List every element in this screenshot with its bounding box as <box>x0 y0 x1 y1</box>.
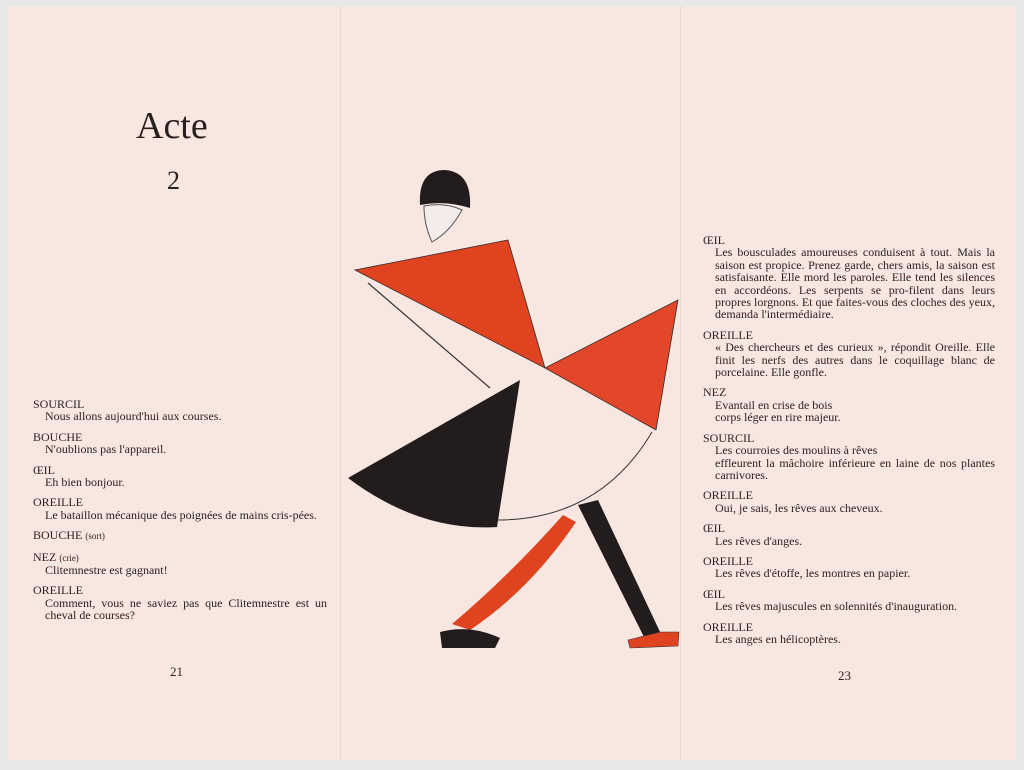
speaker-label: NEZ <box>703 385 727 400</box>
dialogue-line: Nous allons aujourd'hui aux courses. <box>45 409 222 424</box>
speaker-label: ŒIL <box>703 586 725 601</box>
speaker-label: BOUCHE <box>33 528 83 543</box>
head-cap <box>420 170 470 208</box>
dialogue-line: Clitemnestre est gagnant! <box>45 563 168 578</box>
speaker-label: OREILLE <box>703 488 753 503</box>
black-shoe <box>440 629 500 648</box>
speaker-label: ŒIL <box>703 521 725 536</box>
red-leg <box>452 515 576 630</box>
skirt-arc <box>497 432 652 520</box>
dialogue-line: Evantail en crise de bois <box>715 397 833 412</box>
red-triangle-top <box>355 240 545 368</box>
speaker-label: SOURCIL <box>703 430 755 445</box>
act-title: Acte <box>136 105 208 147</box>
dialogue-line: Les anges en hélicoptères. <box>715 631 841 646</box>
dialogue-line: effleurent la mâchoire inférieure en laine de nos plantes carnivores. <box>715 455 995 482</box>
black-leg <box>578 500 661 641</box>
speaker-label: OREILLE <box>33 583 83 598</box>
speaker-label: SOURCIL <box>33 397 85 411</box>
act-number: 2 <box>167 166 180 195</box>
dialogue-line: Eh bien bonjour. <box>45 475 125 490</box>
dialogue-line: Les bousculades amoureuses conduisent à tout. Mais la saison est propice. Prenez garde, chers amis, la saison est satisfaisante. Elle mord les paroles. Elle tend les silences en accordéons. Les serpents se pro-filent dans leurs propres lorgnons. Et que faites-vous des cloches des yeux, demanda l'intermédiaire. <box>715 245 995 322</box>
dialogue-line: Le bataillon mécanique des poignées de mains cris-pées. <box>45 507 317 522</box>
page-number-left: 21 <box>170 664 183 679</box>
face <box>424 205 462 242</box>
black-triangle <box>348 380 520 527</box>
dialogue-line: Les rêves d'anges. <box>715 533 803 548</box>
red-triangle-right <box>545 300 678 430</box>
dialogue-line: « Des chercheurs et des curieux », répondit Oreille. Elle finit les nerfs des autres dans le coquillage blanc de porcelaine. Elle gonfle. <box>715 340 995 380</box>
red-shoe <box>628 632 679 648</box>
speaker-label: OREILLE <box>703 553 753 568</box>
dialogue-line: corps léger en rire majeur. <box>715 410 841 425</box>
stage-direction: (crie) <box>59 552 79 563</box>
speaker-label: ŒIL <box>33 462 55 477</box>
speaker-label: BOUCHE <box>33 429 83 444</box>
dialogue-line: N'oublions pas l'appareil. <box>45 442 167 457</box>
speaker-label: NEZ <box>33 549 57 564</box>
speaker-label: OREILLE <box>33 495 83 510</box>
speaker-label: ŒIL <box>703 233 725 247</box>
page-number-right: 23 <box>838 668 851 683</box>
dialogue-line: Les courroies des moulins à rêves <box>715 443 878 458</box>
stage-direction: (sort) <box>85 531 105 542</box>
dialogue-line: Les rêves d'étoffe, les montres en papier. <box>715 566 911 581</box>
speaker-label: OREILLE <box>703 619 753 634</box>
dialogue-line: Oui, je sais, les rêves aux cheveux. <box>715 500 883 515</box>
dialogue-line: Comment, vous ne saviez pas que Clitemnestre est un cheval de courses? <box>45 595 327 623</box>
speaker-label: OREILLE <box>703 327 753 342</box>
dialogue-line: Les rêves majuscules en solennités d'inauguration. <box>715 599 958 614</box>
